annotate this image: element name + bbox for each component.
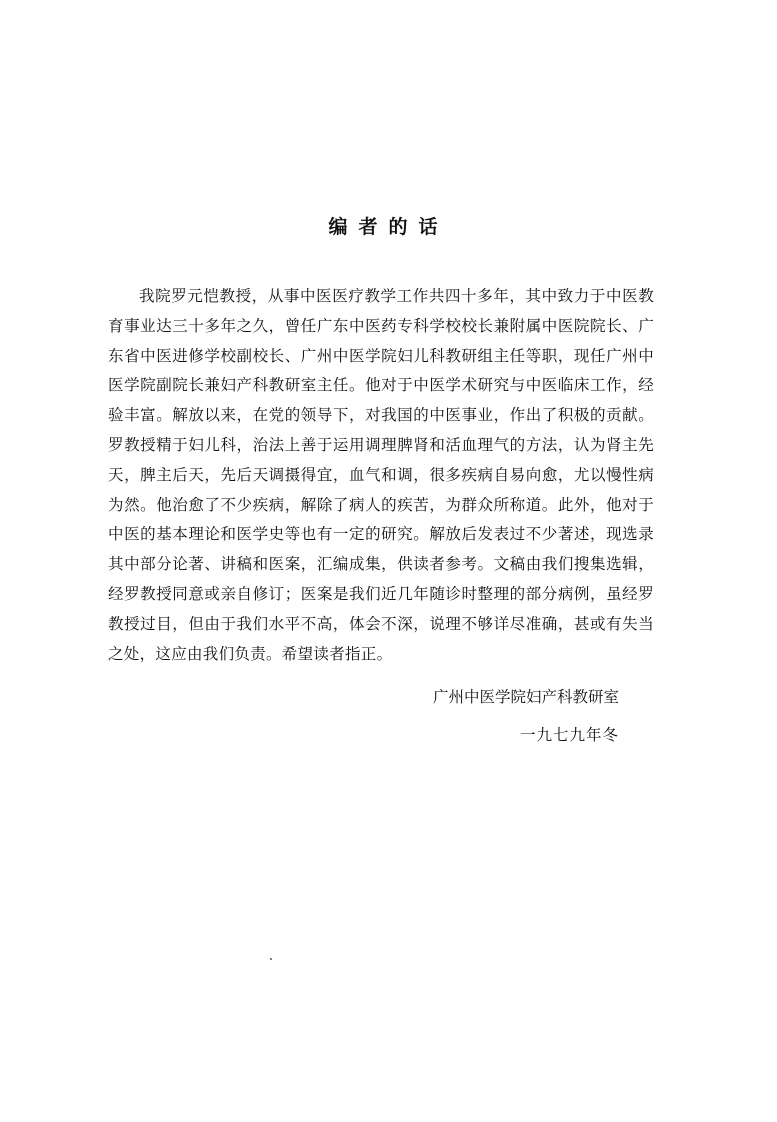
date-line: 一九七九年冬 <box>519 726 619 744</box>
scan-speck <box>270 958 272 960</box>
signature: 广州中医学院妇产科教研室 <box>432 688 619 706</box>
page-title: 编者的话 <box>328 216 449 238</box>
body-text <box>108 282 654 669</box>
paragraph: 我院罗元恺教授，从事中医医疗教学工作共四十多年，其中致力于中医教育事业达三十多年之久，曾任广东中医药专科学校校长兼附属中医院院长、广东省中医进修学校副校长、广州中医学院妇儿科教研组主任等职，现任广州中医学院副院长兼妇产科教研室主任。他对于中医学术研究与中医临床工作，经验丰富。解放以来，在党的领导下，对我国的中医事业，作出了积极的贡献。罗教授精于妇儿科，治法上善于运用调理脾肾和活血理气的方法，认为肾主先天，脾主后天，先后天调摄得宜，血气和调，很多疾病自易向愈，尤以慢性病为然。他治愈了不少疾病，解除了病人的疾苦，为群众所称道。此外，他对于中医的基本理论和医学史等也有一定的研究。解放后发表过不少著述，现选录其中部分论著、讲稿和医案，汇编成集，供读者参考。文稿由我们搜集选辑，经罗教授同意或亲自修订；医案是我们近几年随诊时整理的部分病例，虽经罗教授过目，但由于我们水平不高，体会不深，说理不够详尽准确，甚或有失当之处，这应由我们负责。希望读者指正。 <box>108 287 654 663</box>
